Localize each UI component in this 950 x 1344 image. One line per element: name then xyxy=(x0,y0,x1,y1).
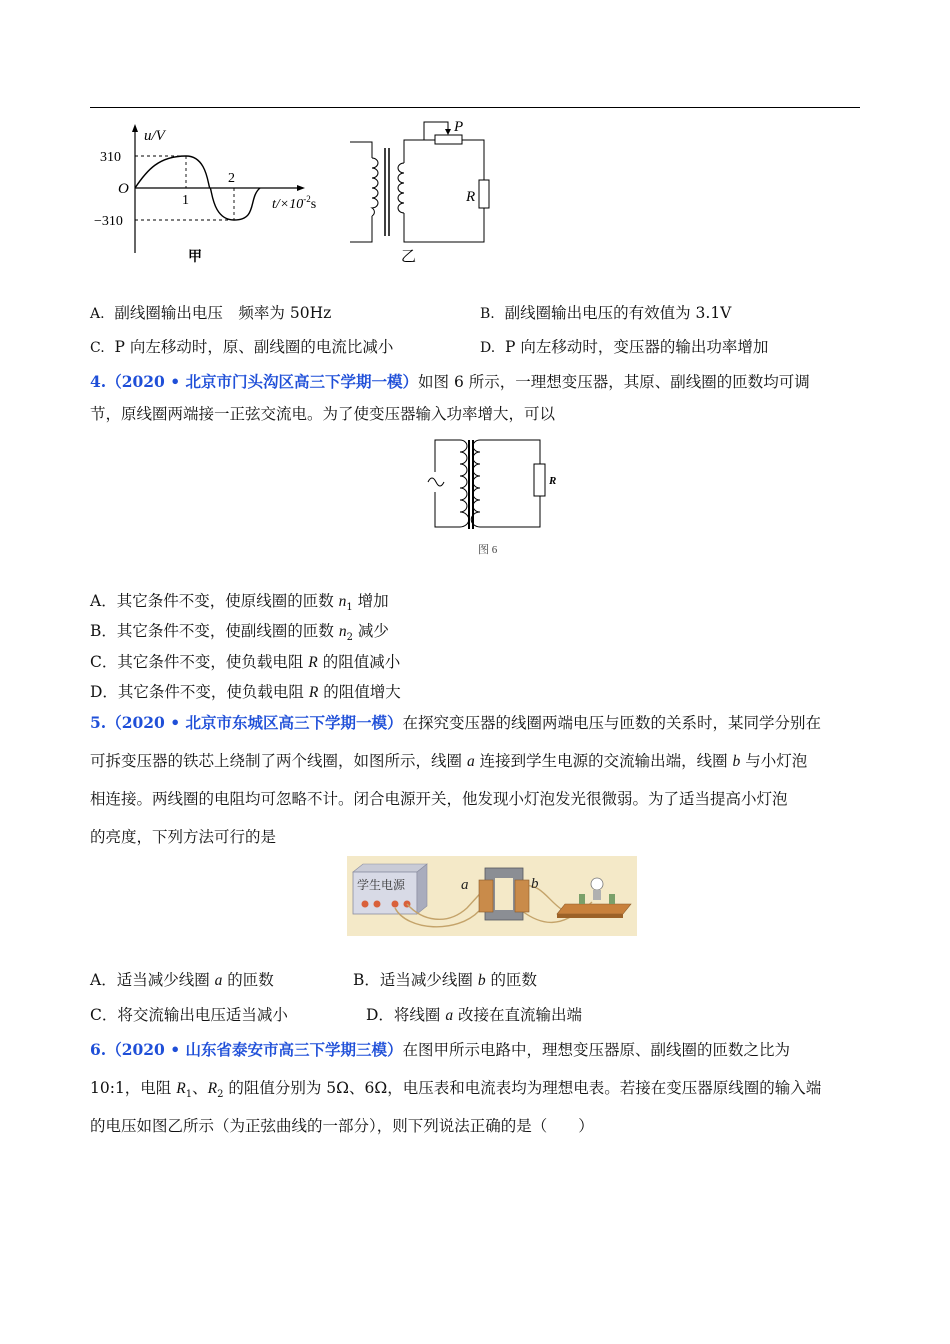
q4-option-a[interactable]: A．其它条件不变，使原线圈的匝数 $n_1$ 增加 xyxy=(90,592,389,614)
wave-x-unit: $t/\times 10^{-2}s$ xyxy=(272,194,317,212)
q5-stem-line2: 可拆变压器的铁芯上绕制了两个线圈，如图所示，线圈 a 连接到学生电源的交流输出端，线圈 b 与小灯泡 xyxy=(90,752,808,770)
circuit-b xyxy=(350,119,489,265)
q5-option-b[interactable]: B．适当减少线圈 b 的匝数 xyxy=(353,971,538,989)
q5-source: （2020 • 北京市东城区高三下学期一模） xyxy=(106,713,403,732)
rheostat xyxy=(435,135,462,144)
fig6-label-r: R xyxy=(549,475,557,487)
caption-yi: 乙 xyxy=(401,249,417,265)
wave-tick-1: 1 xyxy=(182,193,189,208)
q4-option-c[interactable]: C．其它条件不变，使负载电阻 R 的阻值减小 xyxy=(90,653,401,671)
q5-option-d[interactable]: D．将线圈 a 改接在直流输出端 xyxy=(366,1006,583,1024)
q6-source: （2020 • 山东省泰安市高三下学期三模） xyxy=(106,1040,403,1059)
header-rule xyxy=(90,107,860,108)
figure-6 xyxy=(420,432,565,562)
q5-option-c[interactable]: C．将交流输出电压适当减小 xyxy=(90,1006,288,1024)
photo-coil-b: b xyxy=(531,876,539,892)
label-p: P xyxy=(454,119,464,135)
q4-number: 4. xyxy=(90,372,107,391)
load-resistor xyxy=(534,464,545,496)
q6-number: 6. xyxy=(90,1040,107,1059)
label-r: R xyxy=(466,189,476,205)
q4-source: （2020 • 北京市门头沟区高三下学期一模） xyxy=(106,372,419,391)
figure-transformer-waveform-circuit xyxy=(88,118,508,268)
q4-option-b[interactable]: B．其它条件不变，使副线圈的匝数 $n_2$ 减少 xyxy=(90,622,389,644)
coil-b xyxy=(515,880,529,912)
q4-stem-line1: 4.（2020 • 北京市门头沟区高三下学期一模）如图 6 所示，一理想变压器，其原、副线圈的匝数均可调 xyxy=(90,372,810,391)
wave-origin: O xyxy=(118,181,129,197)
q3-option-b[interactable]: B. 副线圈输出电压的有效值为 3.1V xyxy=(480,304,732,322)
bulb xyxy=(591,878,603,890)
power-supply xyxy=(353,864,427,914)
wave-y-arrow xyxy=(132,124,138,132)
q6-stem-line2: 10:1，电阻 $R_1$、$R_2$ 的阻值分别为 5Ω、6Ω，电压表和电流表均为理想电表。若接在变压器原线圈的输入端 xyxy=(90,1079,822,1101)
q5-stem-line4: 的亮度，下列方法可行的是 xyxy=(90,828,277,846)
q6-stem-line3: 的电压如图乙所示（为正弦曲线的一部分），则下列说法正确的是（ ） xyxy=(90,1117,594,1135)
q5-stem-line1: 5.（2020 • 北京市东城区高三下学期一模）在探究变压器的线圈两端电压与匝数的关系时，某同学分别在 xyxy=(90,713,822,732)
q3-option-d[interactable]: D. P 向左移动时，变压器的输出功率增加 xyxy=(480,338,769,356)
wave-y-min: −310 xyxy=(94,214,123,229)
primary-coil xyxy=(460,440,469,527)
wave-x-arrow xyxy=(297,185,305,191)
q6-stem-line1: 6.（2020 • 山东省泰安市高三下学期三模）在图甲所示电路中，理想变压器原、副线圈的匝数之比为 xyxy=(90,1040,791,1059)
supply-label: 学生电源 xyxy=(357,878,406,892)
ac-source xyxy=(428,478,444,486)
wave-tick-2: 2 xyxy=(228,171,235,186)
coil-a xyxy=(479,880,493,912)
q3-option-c[interactable]: C. P 向左移动时，原、副线圈的电流比减小 xyxy=(90,338,394,356)
q5-option-a[interactable]: A．适当减少线圈 a 的匝数 xyxy=(90,971,274,989)
fig6-caption: 图 6 xyxy=(478,544,498,556)
q3-option-a[interactable]: A. 副线圈输出电压 频率为 50Hz xyxy=(90,304,332,322)
q5-stem-line3: 相连接。两线圈的电阻均可忽略不计。闭合电源开关，他发现小灯泡发光很微弱。为了适当提高小灯泡 xyxy=(90,790,788,808)
photo-coil-a: a xyxy=(461,877,469,893)
resistor-r xyxy=(479,180,489,208)
q4-stem-line2: 节，原线圈两端接一正弦交流电。为了使变压器输入功率增大，可以 xyxy=(90,405,556,423)
wave-y-unit: u/V xyxy=(144,128,165,144)
caption-jia: 甲 xyxy=(188,250,202,265)
q4-option-d[interactable]: D．其它条件不变，使负载电阻 R 的阻值增大 xyxy=(90,683,401,701)
q5-number: 5. xyxy=(90,713,107,732)
figure-q5-apparatus xyxy=(347,856,637,936)
wave-y-max: 310 xyxy=(100,150,121,165)
